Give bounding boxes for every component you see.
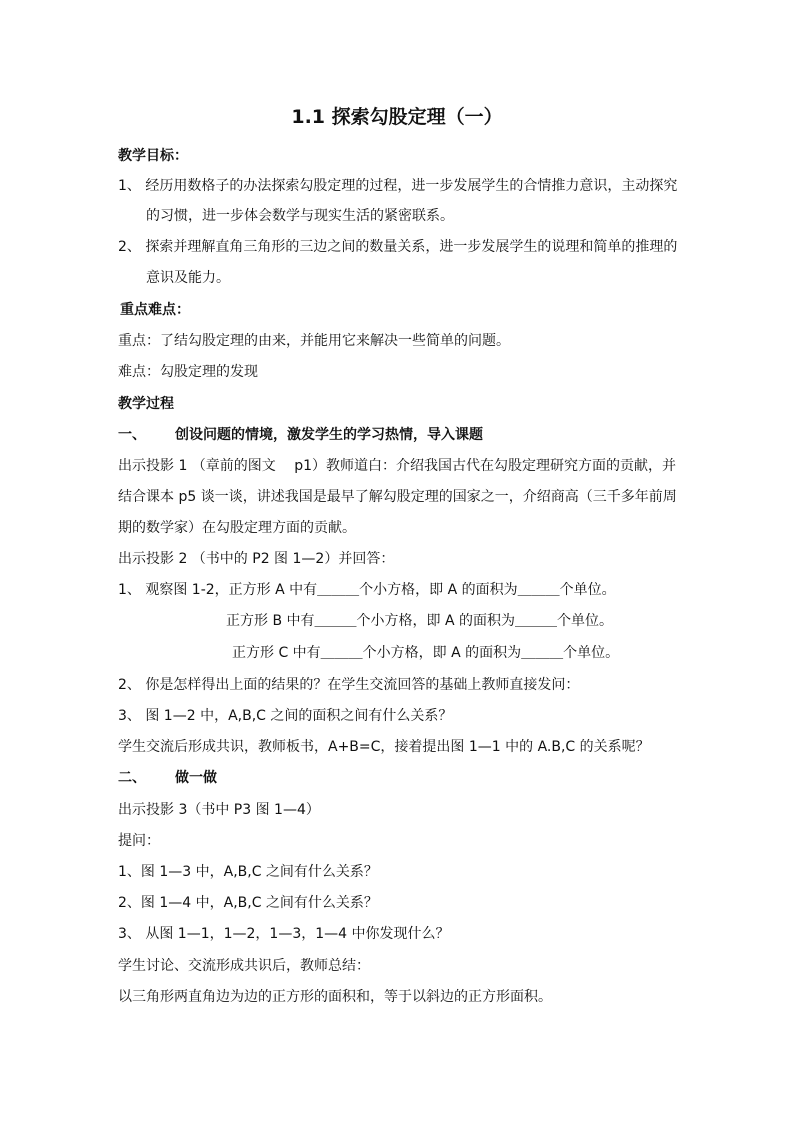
paragraph-4: 出示投影 3（书中 P3 图 1—4） bbox=[118, 802, 320, 818]
paragraph-2: 出示投影 2 （书中的 P2 图 1—2）并回答： bbox=[118, 551, 395, 567]
section-2-number: 二、 bbox=[118, 770, 146, 786]
key-point-text: 重点：了结勾股定理的由来，并能用它来解决一些简单的问题。 bbox=[118, 333, 510, 349]
key-points-heading: 重点难点： bbox=[120, 302, 190, 318]
paragraph-1-line-2: 结合课本 p5 谈一谈，讲述我国是最早了解勾股定理的国家之一，介绍商高（三千多年前周 bbox=[118, 489, 677, 505]
section-2-title: 做一做 bbox=[175, 770, 217, 786]
paragraph-1-line-1: 出示投影 1 （章前的图文 p1）教师道白：介绍我国古代在勾股定理研究方面的贡献，并 bbox=[118, 458, 677, 474]
objectives-heading: 教学目标： bbox=[118, 148, 188, 164]
question-1-line-3: 正方形 C 中有＿＿＿个小方格，即 A 的面积为＿＿＿个单位。 bbox=[232, 645, 620, 661]
prompt-3: 3、 从图 1—1，1—2，1—3，1—4 中你发现什么？ bbox=[118, 926, 450, 942]
paragraph-6: 以三角形两直角边为边的正方形的面积和，等于以斜边的正方形面积。 bbox=[118, 989, 552, 1005]
page-title: 1.1 探索勾股定理（一） bbox=[291, 106, 503, 128]
paragraph-3: 学生交流后形成共识，教师板书，A+B=C，接着提出图 1—1 中的 A.B,C 的关系呢？ bbox=[118, 739, 650, 755]
question-1-line-1: 1、 观察图 1-2，正方形 A 中有＿＿＿个小方格，即 A 的面积为＿＿＿个单位。 bbox=[118, 582, 616, 598]
section-1-title: 创设问题的情境，激发学生的学习热情，导入课题 bbox=[175, 427, 483, 443]
question-1-line-2: 正方形 B 中有＿＿＿个小方格，即 A 的面积为＿＿＿个单位。 bbox=[226, 613, 613, 629]
section-1-number: 一、 bbox=[118, 427, 146, 443]
question-3: 3、 图 1—2 中，A,B,C 之间的面积之间有什么关系？ bbox=[118, 708, 453, 724]
question-2: 2、 你是怎样得出上面的结果的？在学生交流回答的基础上教师直接发问： bbox=[118, 677, 580, 693]
paragraph-1-line-3: 期的数学家）在勾股定理方面的贡献。 bbox=[118, 520, 356, 536]
objective-1-line-2: 的习惯，进一步体会数学与现实生活的紧密联系。 bbox=[146, 208, 454, 224]
objective-1-line-1: 1、 经历用数格子的办法探索勾股定理的过程，进一步发展学生的合情推力意识，主动探究 bbox=[118, 178, 678, 194]
paragraph-5: 学生讨论、交流形成共识后，教师总结： bbox=[118, 958, 370, 974]
process-heading: 教学过程 bbox=[118, 396, 174, 412]
objective-2-line-2: 意识及能力。 bbox=[146, 270, 230, 286]
prompt-1: 1、图 1—3 中，A,B,C 之间有什么关系？ bbox=[118, 864, 378, 880]
objective-2-line-1: 2、 探索并理解直角三角形的三边之间的数量关系，进一步发展学生的说理和简单的推理的 bbox=[118, 239, 678, 255]
prompt-2: 2、图 1—4 中，A,B,C 之间有什么关系？ bbox=[118, 895, 378, 911]
difficulty-text: 难点：勾股定理的发现 bbox=[118, 364, 258, 380]
ask-label: 提问： bbox=[118, 833, 160, 849]
